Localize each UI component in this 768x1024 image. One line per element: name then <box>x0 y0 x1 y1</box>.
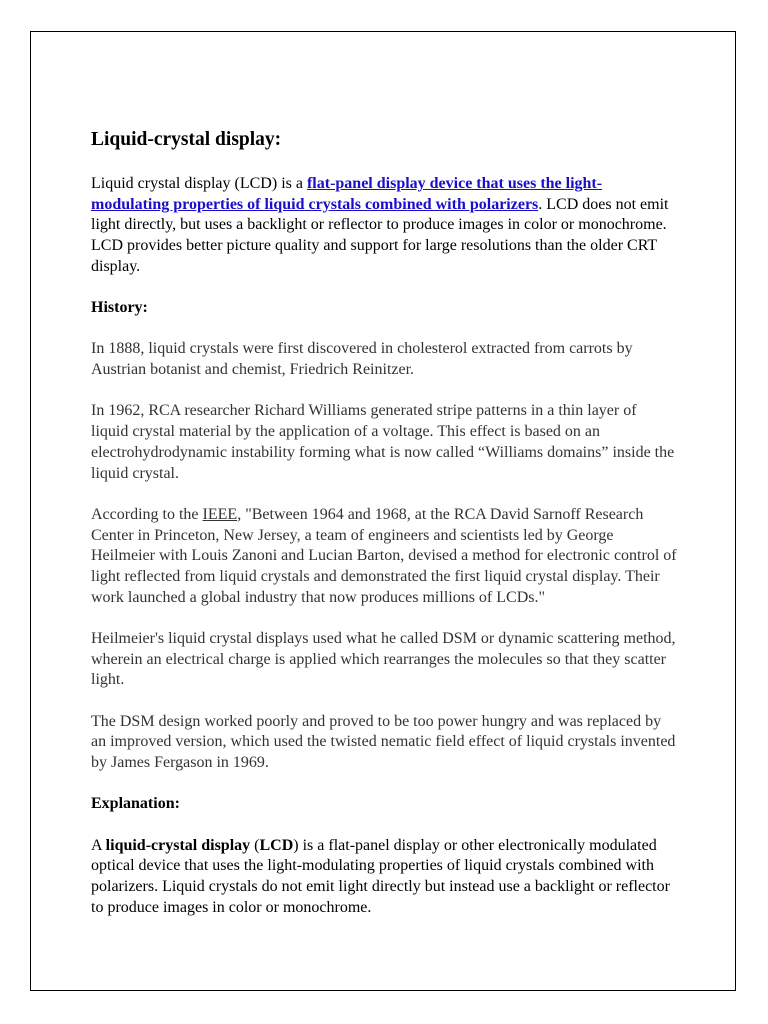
explanation-paren-open: ( <box>250 836 260 854</box>
explanation-text: ) is a flat-panel display or other electronically modulated optical device that uses the light-modulating properties of liquid crystals combined with polarizers. Liquid crystals do not emit light directly but instead use a backlight or reflector to produce images in color or monochrome. <box>91 836 670 916</box>
lcd-definition-link[interactable]: flat-panel display device that uses the light-modulating properties of liquid crystals combined with polarizers <box>91 175 603 213</box>
explanation-paragraph <box>91 836 677 919</box>
history-heading: History: <box>91 299 148 317</box>
document-title: Liquid-crystal display: <box>91 129 282 150</box>
intro-text-end: . LCD does not emit light directly, but uses a backlight or reflector to produce images in color or monochrome. LCD provides better picture quality and support for large resolutions than the older CRT display. <box>91 195 669 275</box>
explanation-article: A <box>91 836 106 854</box>
explanation-term: liquid-crystal display <box>105 836 251 854</box>
intro-paragraph <box>91 174 677 278</box>
history-paragraph-1962: In 1962, RCA researcher Richard Williams generated stripe patterns in a thin layer of liquid crystal material by the application of a voltage. This effect is based on an electrohydrodynamic instability forming what is now called “Williams domains” inside the liquid crystal. <box>91 402 675 482</box>
explanation-heading: Explanation: <box>91 795 180 813</box>
history-paragraph-dsm: Heilmeier's liquid crystal displays used what he called DSM or dynamic scattering method, wherein an electrical charge is applied which rearranges the molecules so that they scatter light. <box>91 629 676 689</box>
ieee-quote: , "Between 1964 and 1968, at the RCA David Sarnoff Research Center in Princeton, New Jersey, a team of engineers and scientists led by George Heilmeier with Louis Zanoni and Lucian Barton, devised a method for electronic control of light reflected from liquid crystals and demonstrated the first liquid crystal display. Their work launched a global industry that now produces millions of LCDs." <box>91 505 677 606</box>
history-paragraph-1888: In 1888, liquid crystals were first discovered in cholesterol extracted from carrots by Austrian botanist and chemist, Friedrich Reinitzer. <box>91 340 633 379</box>
history-paragraph-ieee <box>91 505 677 609</box>
ieee-text-start: According to the <box>91 505 203 523</box>
explanation-abbr: LCD <box>259 836 294 854</box>
ieee-term: IEEE <box>202 505 238 523</box>
intro-text-start: Liquid crystal display (LCD) is a <box>91 175 307 192</box>
document-content <box>91 128 677 939</box>
history-paragraph-twisted-nematic: The DSM design worked poorly and proved to be too power hungry and was replaced by an improved version, which used the twisted nematic field effect of liquid crystals invented by James Fergason in 1969. <box>91 712 676 772</box>
document-page <box>30 31 736 991</box>
